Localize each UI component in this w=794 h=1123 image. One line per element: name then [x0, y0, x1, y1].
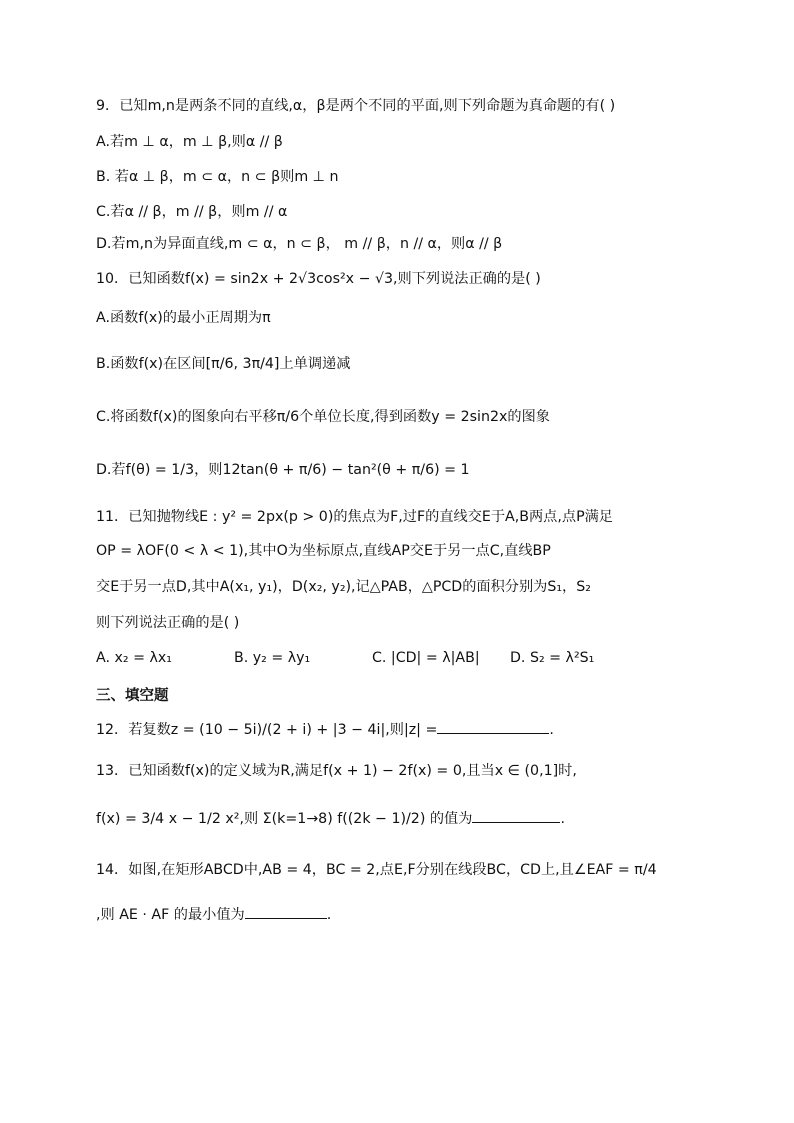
q13-end: . — [560, 811, 565, 827]
section-title-fill-in: 三、填空题 — [96, 688, 169, 704]
q10-option-c: C.将函数f(x)的图象向右平移π/6个单位长度,得到函数y = 2sin2x的图象 — [96, 409, 550, 425]
q12-answer-blank[interactable] — [437, 719, 549, 734]
q11-option-b: B. y₂ = λy₁ — [234, 650, 311, 666]
q13-answer-blank[interactable] — [472, 808, 560, 823]
q12-end: . — [549, 722, 554, 738]
q9-option-d: D.若m,n为异面直线,m ⊂ α，n ⊂ β， m // β，n // α，则α // β — [96, 236, 503, 252]
q9-option-b: B. 若α ⊥ β，m ⊂ α，n ⊂ β则m ⊥ n — [96, 169, 339, 185]
q11-line-1: 11．已知抛物线E : y² = 2px(p > 0)的焦点为F,过F的直线交E于A,B两点,点P满足 — [96, 509, 613, 525]
q14-answer-blank[interactable] — [245, 904, 327, 919]
q10-stem: 10．已知函数f(x) = sin2x + 2√3cos²x − √3,则下列说法正确的是( ) — [96, 271, 541, 287]
q12-line — [96, 719, 554, 741]
q13-stem: f(x) = 3/4 x − 1/2 x²,则 Σ(k=1→8) f((2k − 1)/2) 的值为 — [96, 811, 473, 827]
q9-stem: 9．已知m,n是两条不同的直线,α，β是两个不同的平面,则下列命题为真命题的有( ) — [96, 98, 616, 114]
q10-option-a: A.函数f(x)的最小正周期为π — [96, 310, 271, 326]
q9-option-a: A.若m ⊥ α，m ⊥ β,则α // β — [96, 134, 283, 150]
q11-line-4: 则下列说法正确的是( ) — [96, 615, 240, 631]
q14-line-2 — [96, 904, 331, 926]
q14-line-1: 14．如图,在矩形ABCD中,AB = 4，BC = 2,点E,F分别在线段BC，CD上,且∠EAF = π/4 — [96, 862, 657, 878]
q11-line-2: OP = λOF(0 < λ < 1),其中O为坐标原点,直线AP交E于另一点C,直线BP — [96, 543, 551, 559]
q13-line-2 — [96, 808, 565, 830]
q12-stem: 12．若复数z = (10 − 5i)/(2 + i) + |3 − 4i|,则|z| = — [96, 722, 438, 738]
q11-option-a: A. x₂ = λx₁ — [96, 650, 172, 666]
q11-option-c: C. |CD| = λ|AB| — [372, 650, 480, 666]
q11-options — [96, 647, 594, 669]
q11-option-d: D. S₂ = λ²S₁ — [510, 650, 595, 666]
q9-option-c: C.若α // β，m // β，则m // α — [96, 204, 288, 220]
q10-option-b: B.函数f(x)在区间[π/6, 3π/4]上单调递减 — [96, 356, 351, 372]
q13-line-1: 13．已知函数f(x)的定义域为R,满足f(x + 1) − 2f(x) = 0,且当x ∈ (0,1]时, — [96, 763, 577, 779]
q14-stem: ,则 AE · AF 的最小值为 — [96, 907, 245, 923]
q10-option-d: D.若f(θ) = 1/3，则12tan(θ + π/6) − tan²(θ + π/6) = 1 — [96, 462, 470, 478]
q11-line-3: 交E于另一点D,其中A(x₁, y₁)，D(x₂, y₂),记△PAB，△PCD的面积分别为S₁，S₂ — [96, 579, 591, 595]
q14-end: . — [326, 907, 332, 923]
